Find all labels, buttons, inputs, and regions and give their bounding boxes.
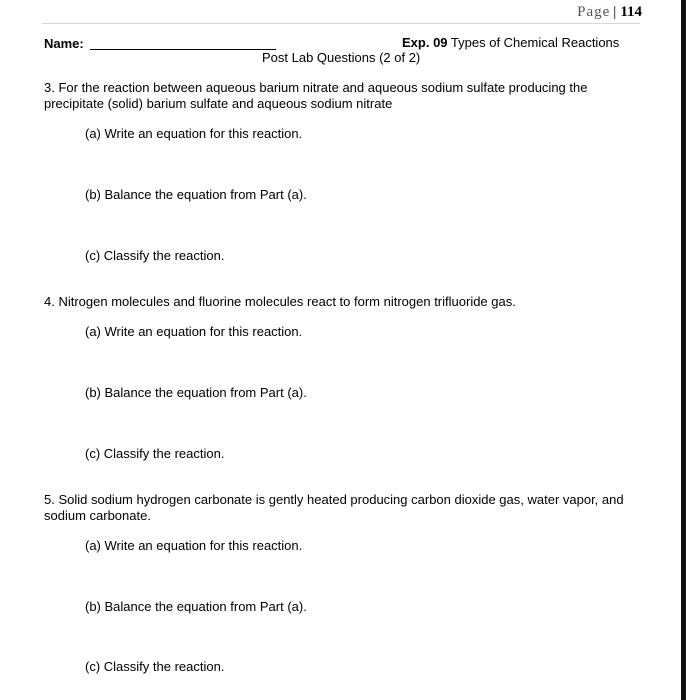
question-5-text: 5. Solid sodium hydrogen carbonate is gently heated producing carbon dioxide gas, water vapor, and sodium carbonate. [44,492,624,523]
question-5-part-b: (b) Balance the equation from Part (a). [85,599,307,614]
name-blank-line [90,49,276,50]
question-4-part-a: (a) Write an equation for this reaction. [85,324,303,339]
experiment-title [402,35,619,50]
question-4-part-b: (b) Balance the equation from Part (a). [85,385,307,400]
question-5-part-a: (a) Write an equation for this reaction. [85,538,303,553]
experiment-number: Exp. 09 [402,35,448,50]
page-subtitle: Post Lab Questions (2 of 2) [262,50,421,65]
page-number-value: 114 [620,4,642,20]
name-label: Name: [44,36,84,51]
page-separator: | [613,4,618,20]
page-edge-border [681,0,686,700]
question-3-part-c: (c) Classify the reaction. [85,248,225,263]
question-4-part-c: (c) Classify the reaction. [85,446,225,461]
header-rule [42,23,640,24]
question-3-part-b: (b) Balance the equation from Part (a). [85,187,307,202]
page-number [577,4,642,21]
question-4-text: 4. Nitrogen molecules and fluorine molecules react to form nitrogen trifluoride gas. [44,294,516,309]
question-5-part-c: (c) Classify the reaction. [85,659,225,674]
experiment-name: Types of Chemical Reactions [450,35,620,50]
page-word: Page [577,4,611,20]
question-3-text: 3. For the reaction between aqueous barium nitrate and aqueous sodium sulfate producing the precipitate (solid) barium sulfate and aqueous sodium nitrate [44,80,588,111]
question-3-part-a: (a) Write an equation for this reaction. [85,126,303,141]
